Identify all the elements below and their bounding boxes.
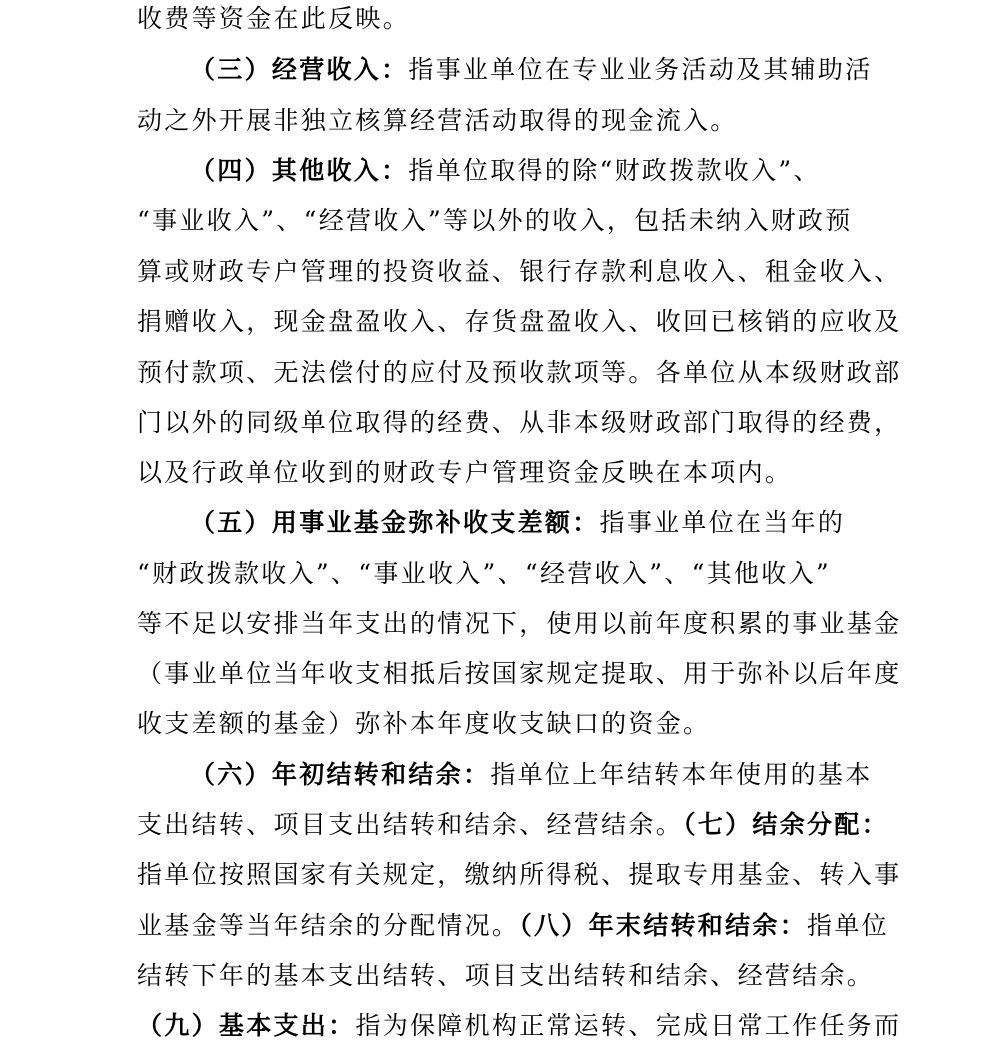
section-7-heading: （七）结余分配： bbox=[683, 810, 889, 839]
section-7-text-cont: 业基金等当年结余的分配情况。 bbox=[137, 911, 520, 940]
section-6-line bbox=[190, 750, 950, 800]
section-5-text: 指事业单位在当年的 bbox=[599, 508, 846, 537]
section-5-line bbox=[190, 498, 950, 548]
section-9-heading: （九）基本支出： bbox=[137, 1011, 356, 1040]
text-line: 预付款项、无法偿付的应付及预收款项等。各单位从本级财政部 bbox=[137, 358, 902, 387]
text-line: 收支差额的基金）弥补本年度收支缺口的资金。 bbox=[137, 709, 711, 738]
section-7-start-line bbox=[137, 800, 897, 850]
section-8-heading: （八）年末结转和结余： bbox=[519, 911, 808, 940]
section-5-heading: （五）用事业基金弥补收支差额： bbox=[190, 508, 600, 537]
section-3-line bbox=[190, 45, 950, 95]
text-line: “事业收入”、“经营收入”等以外的收入，包括未纳入财政预 bbox=[137, 206, 853, 235]
text-line: 算或财政专户管理的投资收益、银行存款利息收入、租金收入、 bbox=[137, 257, 902, 286]
text-line: 收费等资金在此反映。 bbox=[137, 4, 411, 33]
section-8-text: 指单位 bbox=[807, 911, 889, 940]
section-6-heading: （六）年初结转和结余： bbox=[190, 760, 491, 789]
text-line: 捐赠收入，现金盘盈收入、存货盘盈收入、收回已核销的应收及 bbox=[137, 307, 902, 336]
section-4-line bbox=[190, 146, 950, 196]
text-line: “财政拨款收入”、“事业收入”、“经营收入”、“其他收入” bbox=[137, 559, 831, 588]
section-9-line bbox=[137, 1001, 902, 1051]
section-8-line bbox=[137, 901, 897, 951]
text-line: 指单位按照国家有关规定，缴纳所得税、提取专用基金、转入事 bbox=[137, 860, 902, 889]
section-3-text: 指事业单位在专业业务活动及其辅助活 bbox=[408, 55, 873, 84]
text-line: 等不足以安排当年支出的情况下，使用以前年度积累的事业基金 bbox=[137, 609, 902, 638]
section-3-heading: （三）经营收入： bbox=[190, 55, 409, 84]
section-4-heading: （四）其他收入： bbox=[190, 156, 409, 185]
text-line: 动之外开展非独立核算经营活动取得的现金流入。 bbox=[137, 106, 738, 135]
section-6-text-cont: 支出结转、项目支出结转和结余、经营结余。 bbox=[137, 810, 684, 839]
text-line: （事业单位当年收支相抵后按国家规定提取、用于弥补以后年度 bbox=[137, 659, 902, 688]
section-4-text: 指单位取得的除“财政拨款收入”、 bbox=[408, 156, 821, 185]
text-line: 门以外的同级单位取得的经费、从非本级财政部门取得的经费， bbox=[137, 408, 902, 437]
section-9-text: 指为保障机构正常运转、完成日常工作任务而 bbox=[355, 1011, 902, 1040]
text-line: 结转下年的基本支出结转、项目支出结转和结余、经营结余。 bbox=[137, 961, 875, 990]
text-line: 以及行政单位收到的财政专户管理资金反映在本项内。 bbox=[137, 458, 793, 487]
section-6-text: 指单位上年结转本年使用的基本 bbox=[490, 760, 873, 789]
